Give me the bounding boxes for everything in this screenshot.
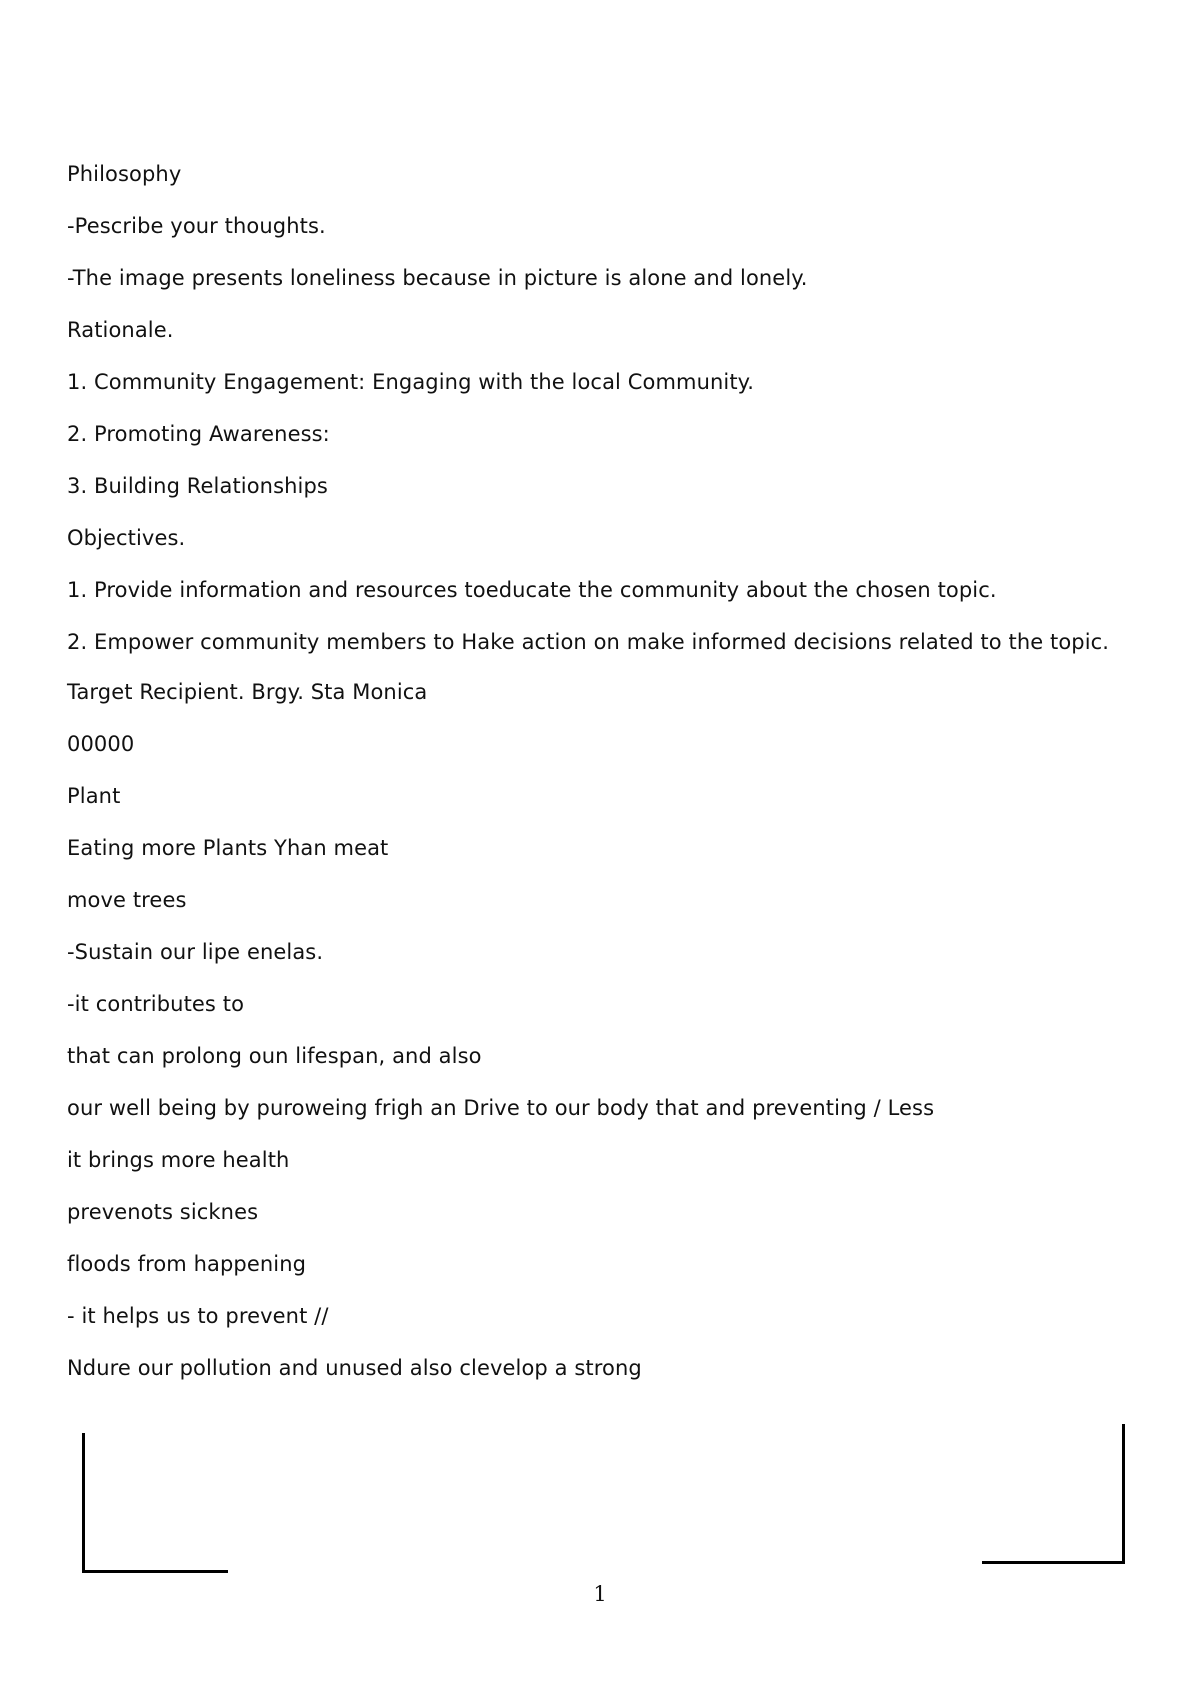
list-item: 2. Empower community members to Hake action on make informed decisions related to the topic.	[67, 630, 1110, 654]
heading-objectives: Objectives.	[67, 526, 186, 550]
text-line: -Sustain our lipe enelas.	[67, 940, 324, 964]
text-line: prevenots sicknes	[67, 1200, 259, 1224]
list-item: 3. Building Relationships	[67, 474, 328, 498]
heading-rationale: Rationale.	[67, 318, 174, 342]
target-recipient: Target Recipient. Brgy. Sta Monica	[67, 680, 428, 704]
text-line: - it helps us to prevent //	[67, 1304, 329, 1328]
text-line: -it contributes to	[67, 992, 245, 1016]
document-body	[67, 161, 1127, 1407]
text-line: -Pescribe your thoughts.	[67, 214, 326, 238]
list-item: 2. Promoting Awareness:	[67, 422, 330, 446]
text-line: move trees	[67, 888, 187, 912]
text-line: Ndure our pollution and unused also clevelop a strong	[67, 1356, 642, 1380]
text-line: our well being by puroweing frigh an Drive to our body that and preventing / Less	[67, 1096, 935, 1120]
text-line: floods from happening	[67, 1252, 307, 1276]
list-item: 1. Community Engagement: Engaging with the local Community.	[67, 370, 754, 394]
heading-philosophy: Philosophy	[67, 162, 182, 186]
text-line: it brings more health	[67, 1148, 290, 1172]
text-line: that can prolong oun lifespan, and also	[67, 1044, 482, 1068]
text-line: Eating more Plants Yhan meat	[67, 836, 389, 860]
corner-bracket-right	[982, 1424, 1125, 1564]
text-line: -The image presents loneliness because in picture is alone and lonely.	[67, 266, 808, 290]
list-item: 1. Provide information and resources toeducate the community about the chosen topic.	[67, 578, 997, 602]
page-number: 1	[593, 1582, 607, 1606]
corner-bracket-left	[82, 1433, 228, 1573]
text-line: Plant	[67, 784, 121, 808]
text-line: 00000	[67, 732, 135, 756]
